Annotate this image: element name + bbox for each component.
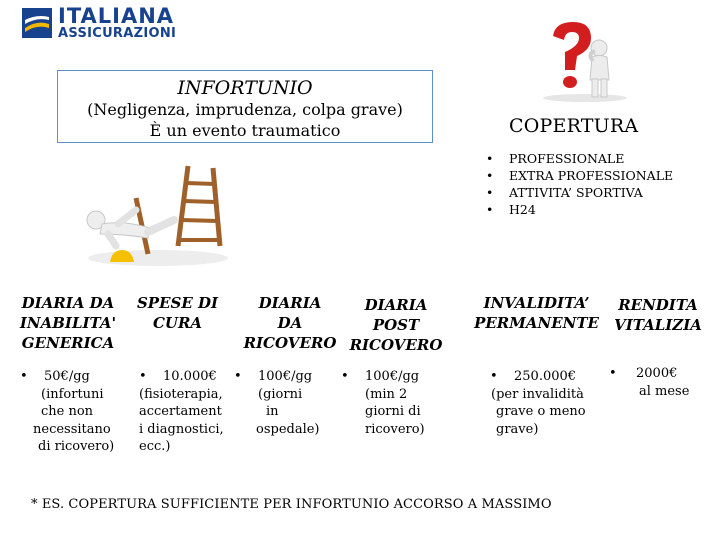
- infortunio-definition: È un evento traumatico: [149, 121, 341, 140]
- column-detail-line: grave o meno: [496, 404, 586, 419]
- column-heading: [346, 295, 446, 355]
- column-detail-line: 2000€: [636, 366, 678, 381]
- column-detail-line: (min 2: [365, 386, 408, 402]
- column-detail-line: grave): [496, 421, 539, 437]
- bullet-icon: •: [20, 369, 28, 384]
- column-heading: [470, 293, 603, 333]
- column-detail-line: necessitano: [33, 421, 111, 437]
- column-heading-line: RICOVERO: [243, 334, 337, 352]
- copertura-item: • PROFESSIONALE: [486, 150, 673, 167]
- column-heading-line: DIARIA: [364, 296, 428, 314]
- column-detail-line: al mese: [639, 383, 690, 399]
- infortunio-title: INFORTUNIO: [177, 77, 313, 99]
- column-detail: [490, 368, 620, 468]
- column-heading-line: CURA: [152, 314, 203, 332]
- logo-line2: ASSICURAZIONI: [58, 26, 177, 41]
- column-heading: [130, 293, 225, 333]
- column-heading-line: INVALIDITA’: [483, 294, 590, 312]
- bullet-icon: •: [609, 366, 617, 381]
- column-detail-line: di ricovero): [38, 439, 115, 454]
- bullet-icon: •: [139, 369, 147, 384]
- column-detail-line: 100€/gg: [258, 369, 313, 384]
- column-detail-line: (infortuni: [41, 386, 104, 402]
- footnote: * ES. COPERTURA SUFFICIENTE PER INFORTUNIO ACCORSO A MASSIMO: [31, 497, 552, 512]
- column-detail-line: (per invalidità: [491, 386, 584, 402]
- logo-line1: ITALIANA: [58, 4, 175, 28]
- column-detail-line: ricovero): [365, 421, 425, 437]
- column-detail-line: 100€/gg: [365, 369, 420, 384]
- copertura-item: • ATTIVITA’ SPORTIVA: [486, 184, 673, 201]
- bullet-icon: •: [490, 369, 498, 384]
- column-heading-line: DA: [277, 314, 303, 332]
- column-heading-line: RICOVERO: [349, 336, 443, 354]
- column-detail: [341, 368, 471, 468]
- bullet-icon: •: [341, 369, 349, 384]
- column-detail-line: accertament: [139, 404, 222, 419]
- column-detail-line: che non: [41, 404, 94, 419]
- column-heading-line: DIARIA DA: [21, 294, 115, 312]
- column-heading: [240, 293, 340, 353]
- column-detail: [20, 368, 150, 468]
- column-heading-line: PERMANENTE: [474, 314, 599, 332]
- copertura-item: • EXTRA PROFESSIONALE: [486, 167, 673, 184]
- infortunio-box: [57, 70, 433, 143]
- column-heading-line: POST: [372, 316, 420, 334]
- column-heading-line: SPESE DI: [136, 294, 219, 312]
- column-heading-line: RENDITA: [618, 296, 698, 314]
- column-heading-line: INABILITA': [19, 314, 117, 332]
- column-detail-line: in: [266, 404, 279, 419]
- column-detail-line: giorni di: [365, 404, 421, 419]
- column-detail-line: ospedale): [256, 421, 320, 437]
- column-detail-line: 250.000€: [514, 369, 577, 384]
- column-detail-line: 50€/gg: [44, 369, 90, 384]
- column-detail: [609, 365, 720, 465]
- column-heading-line: GENERICA: [21, 334, 115, 352]
- column-detail-line: (fisioterapia,: [139, 386, 223, 402]
- copertura-list: [486, 150, 673, 218]
- column-detail-line: i diagnostici,: [139, 421, 224, 437]
- column-heading-line: DIARIA: [258, 294, 322, 312]
- bullet-icon: •: [234, 369, 242, 384]
- copertura-title: COPERTURA: [509, 115, 639, 137]
- column-heading: [608, 295, 708, 335]
- copertura-item: • H24: [486, 201, 673, 218]
- column-detail-line: ecc.): [139, 439, 171, 454]
- column-heading-line: VITALIZIA: [614, 316, 702, 334]
- italiana-logo: [22, 4, 222, 41]
- infortunio-causes: (Negligenza, imprudenza, colpa grave): [87, 100, 403, 119]
- column-detail-line: (giorni: [258, 386, 303, 402]
- column-detail-line: 10.000€: [163, 369, 217, 384]
- falling-ladder-figure-icon: [78, 158, 243, 278]
- logo-mark-icon: [22, 8, 52, 38]
- question-mark-figure-icon: [515, 18, 640, 103]
- column-heading: [18, 293, 118, 353]
